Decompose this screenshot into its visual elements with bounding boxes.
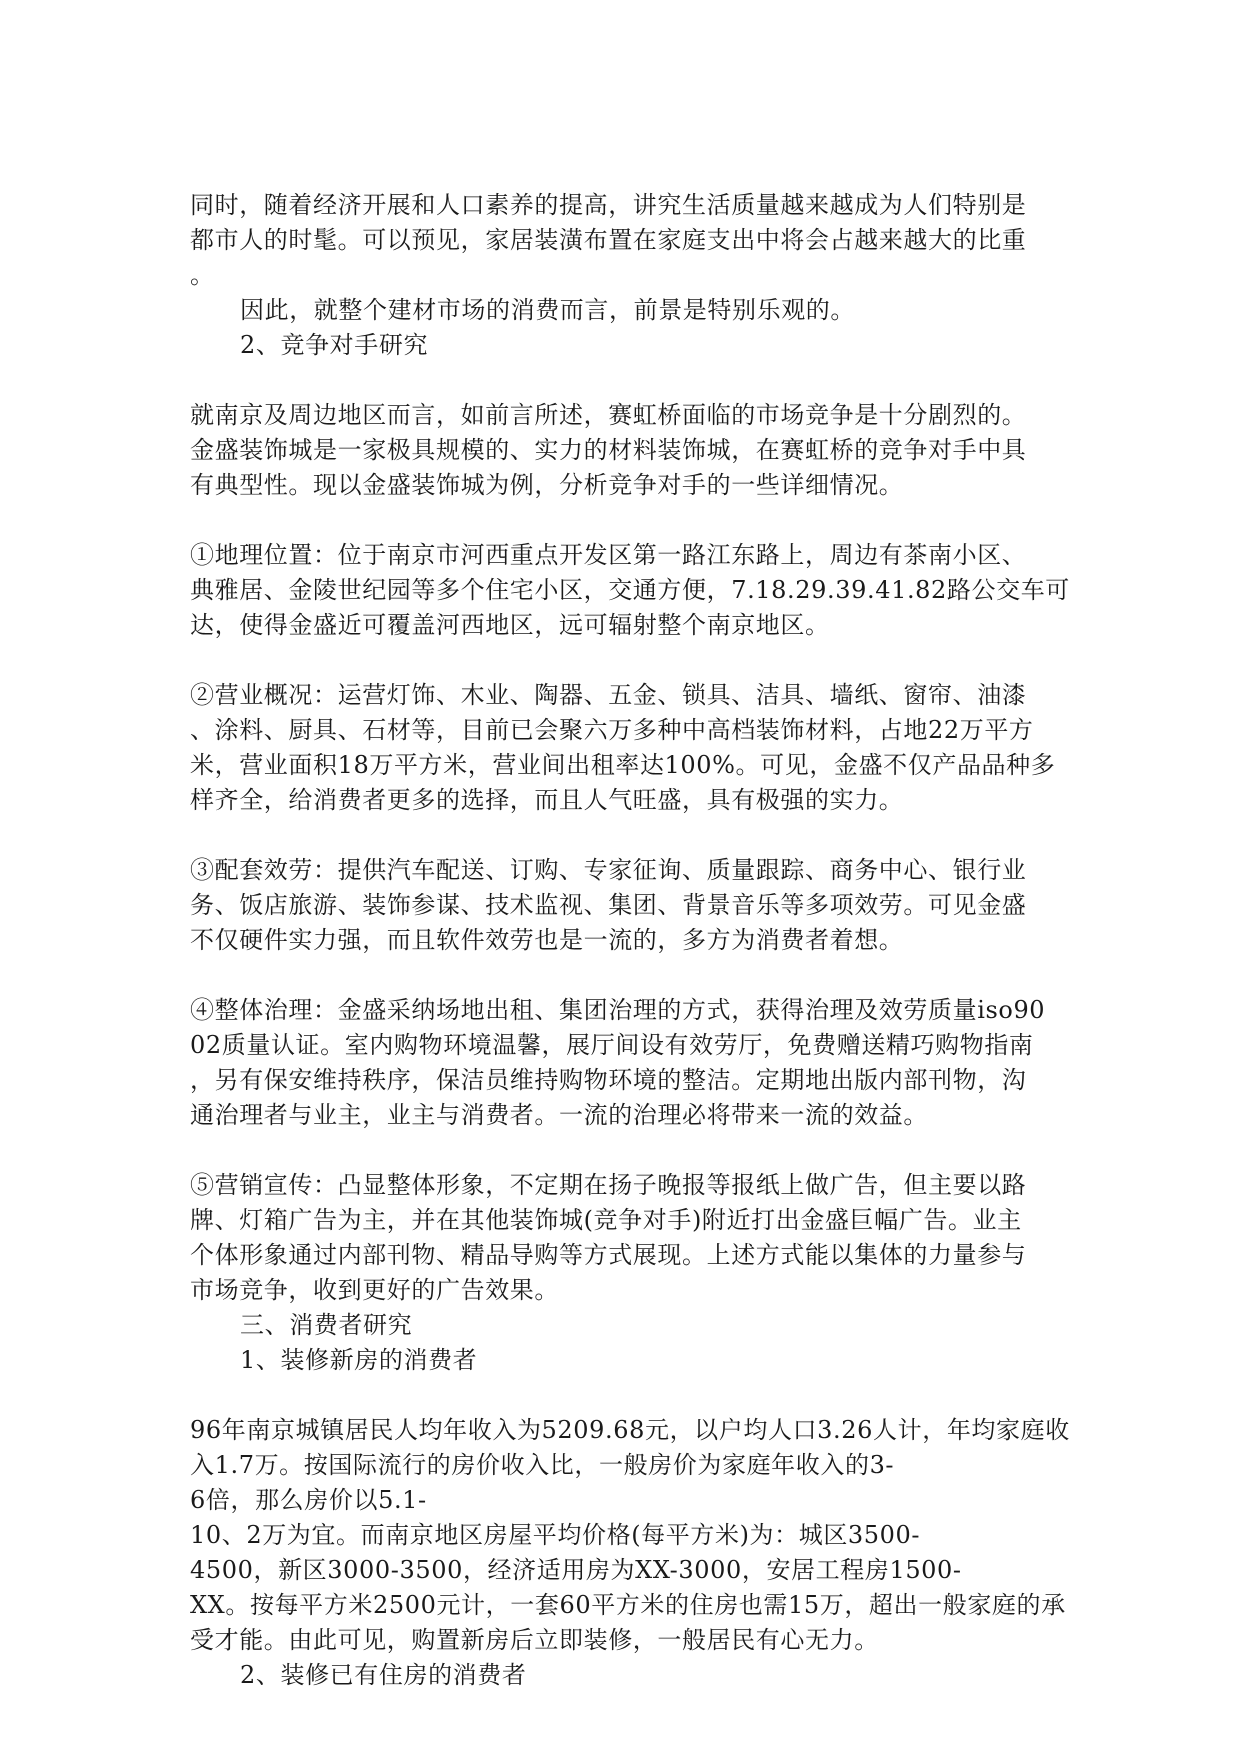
text-line: 10、2万为宜。而南京地区房屋平均价格(每平方米)为：城区3500- [190,1521,921,1549]
text-line: 6倍，那么房价以5.1- [190,1486,427,1514]
text-line: 96年南京城镇居民人均年收入为5209.68元，以户均人口3.26人计，年均家庭收 [190,1416,1070,1444]
text-line: ①地理位置：位于南京市河西重点开发区第一路江东路上，周边有茶南小区、 [190,541,1027,569]
text-line: ⑤营销宣传：凸显整体形象，不定期在扬子晚报等报纸上做广告，但主要以路 [190,1171,1027,1199]
text-line: 通治理者与业主，业主与消费者。一流的治理必将带来一流的效益。 [190,1101,928,1129]
section-heading: 2、竞争对手研究 [240,331,429,359]
text-line: 金盛装饰城是一家极具规模的、实力的材料装饰城，在赛虹桥的竞争对手中具 [190,436,1027,464]
text-line: 典雅居、金陵世纪园等多个住宅小区，交通方便，7.18.29.39.41.82路公交车可 [190,576,1070,604]
paragraph-gap [190,1378,1065,1413]
text-line: 就南京及周边地区而言，如前言所述，赛虹桥面临的市场竞争是十分剧烈的。 [190,401,1027,429]
section-heading: 三、消费者研究 [240,1311,413,1339]
paragraph-gap [190,818,1065,853]
text-line: 4500，新区3000-3500，经济适用房为XX-3000，安居工程房1500- [190,1556,962,1584]
text-line: ，另有保安维持秩序，保洁员维持购物环境的整洁。定期地出版内部刊物，沟 [190,1066,1027,1094]
paragraph-gap [190,363,1065,398]
text-line: 牌、灯箱广告为主，并在其他装饰城(竞争对手)附近打出金盛巨幅广告。业主 [190,1206,1022,1234]
text-line: 因此，就整个建材市场的消费而言，前景是特别乐观的。 [240,296,855,324]
text-line: ②营业概况：运营灯饰、木业、陶器、五金、锁具、洁具、墙纸、窗帘、油漆 [190,681,1027,709]
paragraph-gap [190,1133,1065,1168]
text-line: ③配套效劳：提供汽车配送、订购、专家征询、质量跟踪、商务中心、银行业 [190,856,1027,884]
text-line: 入1.7万。按国际流行的房价收入比，一般房价为家庭年收入的3- [190,1451,895,1479]
section-heading: 2、装修已有住房的消费者 [240,1661,527,1689]
text-line: 米，营业面积18万平方米，营业间出租率达100%。可见，金盛不仅产品品种多 [190,751,1056,779]
paragraph-gap [190,503,1065,538]
text-line: 。 [190,261,215,289]
text-line: 受才能。由此可见，购置新房后立即装修，一般居民有心无力。 [190,1626,879,1654]
section-heading: 1、装修新房的消费者 [240,1346,478,1374]
document-body [190,188,1070,1693]
text-line: 有典型性。现以金盛装饰城为例，分析竞争对手的一些详细情况。 [190,471,904,499]
text-line: XX。按每平方米2500元计，一套60平方米的住房也需15万，超出一般家庭的承 [190,1591,1066,1619]
text-line: 都市人的时髦。可以预见，家居装潢布置在家庭支出中将会占越来越大的比重 [190,226,1027,254]
text-line: 务、饭店旅游、装饰参谋、技术监视、集团、背景音乐等多项效劳。可见金盛 [190,891,1027,919]
text-line: 达，使得金盛近可覆盖河西地区，远可辐射整个南京地区。 [190,611,830,639]
text-line: 个体形象通过内部刊物、精品导购等方式展现。上述方式能以集体的力量参与 [190,1241,1027,1269]
paragraph-gap [190,958,1065,993]
text-line: 不仅硬件实力强，而且软件效劳也是一流的，多方为消费者着想。 [190,926,904,954]
text-line: 同时，随着经济开展和人口素养的提高，讲究生活质量越来越成为人们特别是 [190,191,1027,219]
text-line: 样齐全，给消费者更多的选择，而且人气旺盛，具有极强的实力。 [190,786,904,814]
text-line: 02质量认证。室内购物环境温馨，展厅间设有效劳厅，免费赠送精巧购物指南 [190,1031,1034,1059]
paragraph-gap [190,643,1065,678]
text-line: 、涂料、厨具、石材等，目前已会聚六万多种中高档装饰材料，占地22万平方 [190,716,1034,744]
text-line: ④整体治理：金盛采纳场地出租、集团治理的方式，获得治理及效劳质量iso90 [190,996,1046,1024]
text-line: 市场竞争，收到更好的广告效果。 [190,1276,559,1304]
